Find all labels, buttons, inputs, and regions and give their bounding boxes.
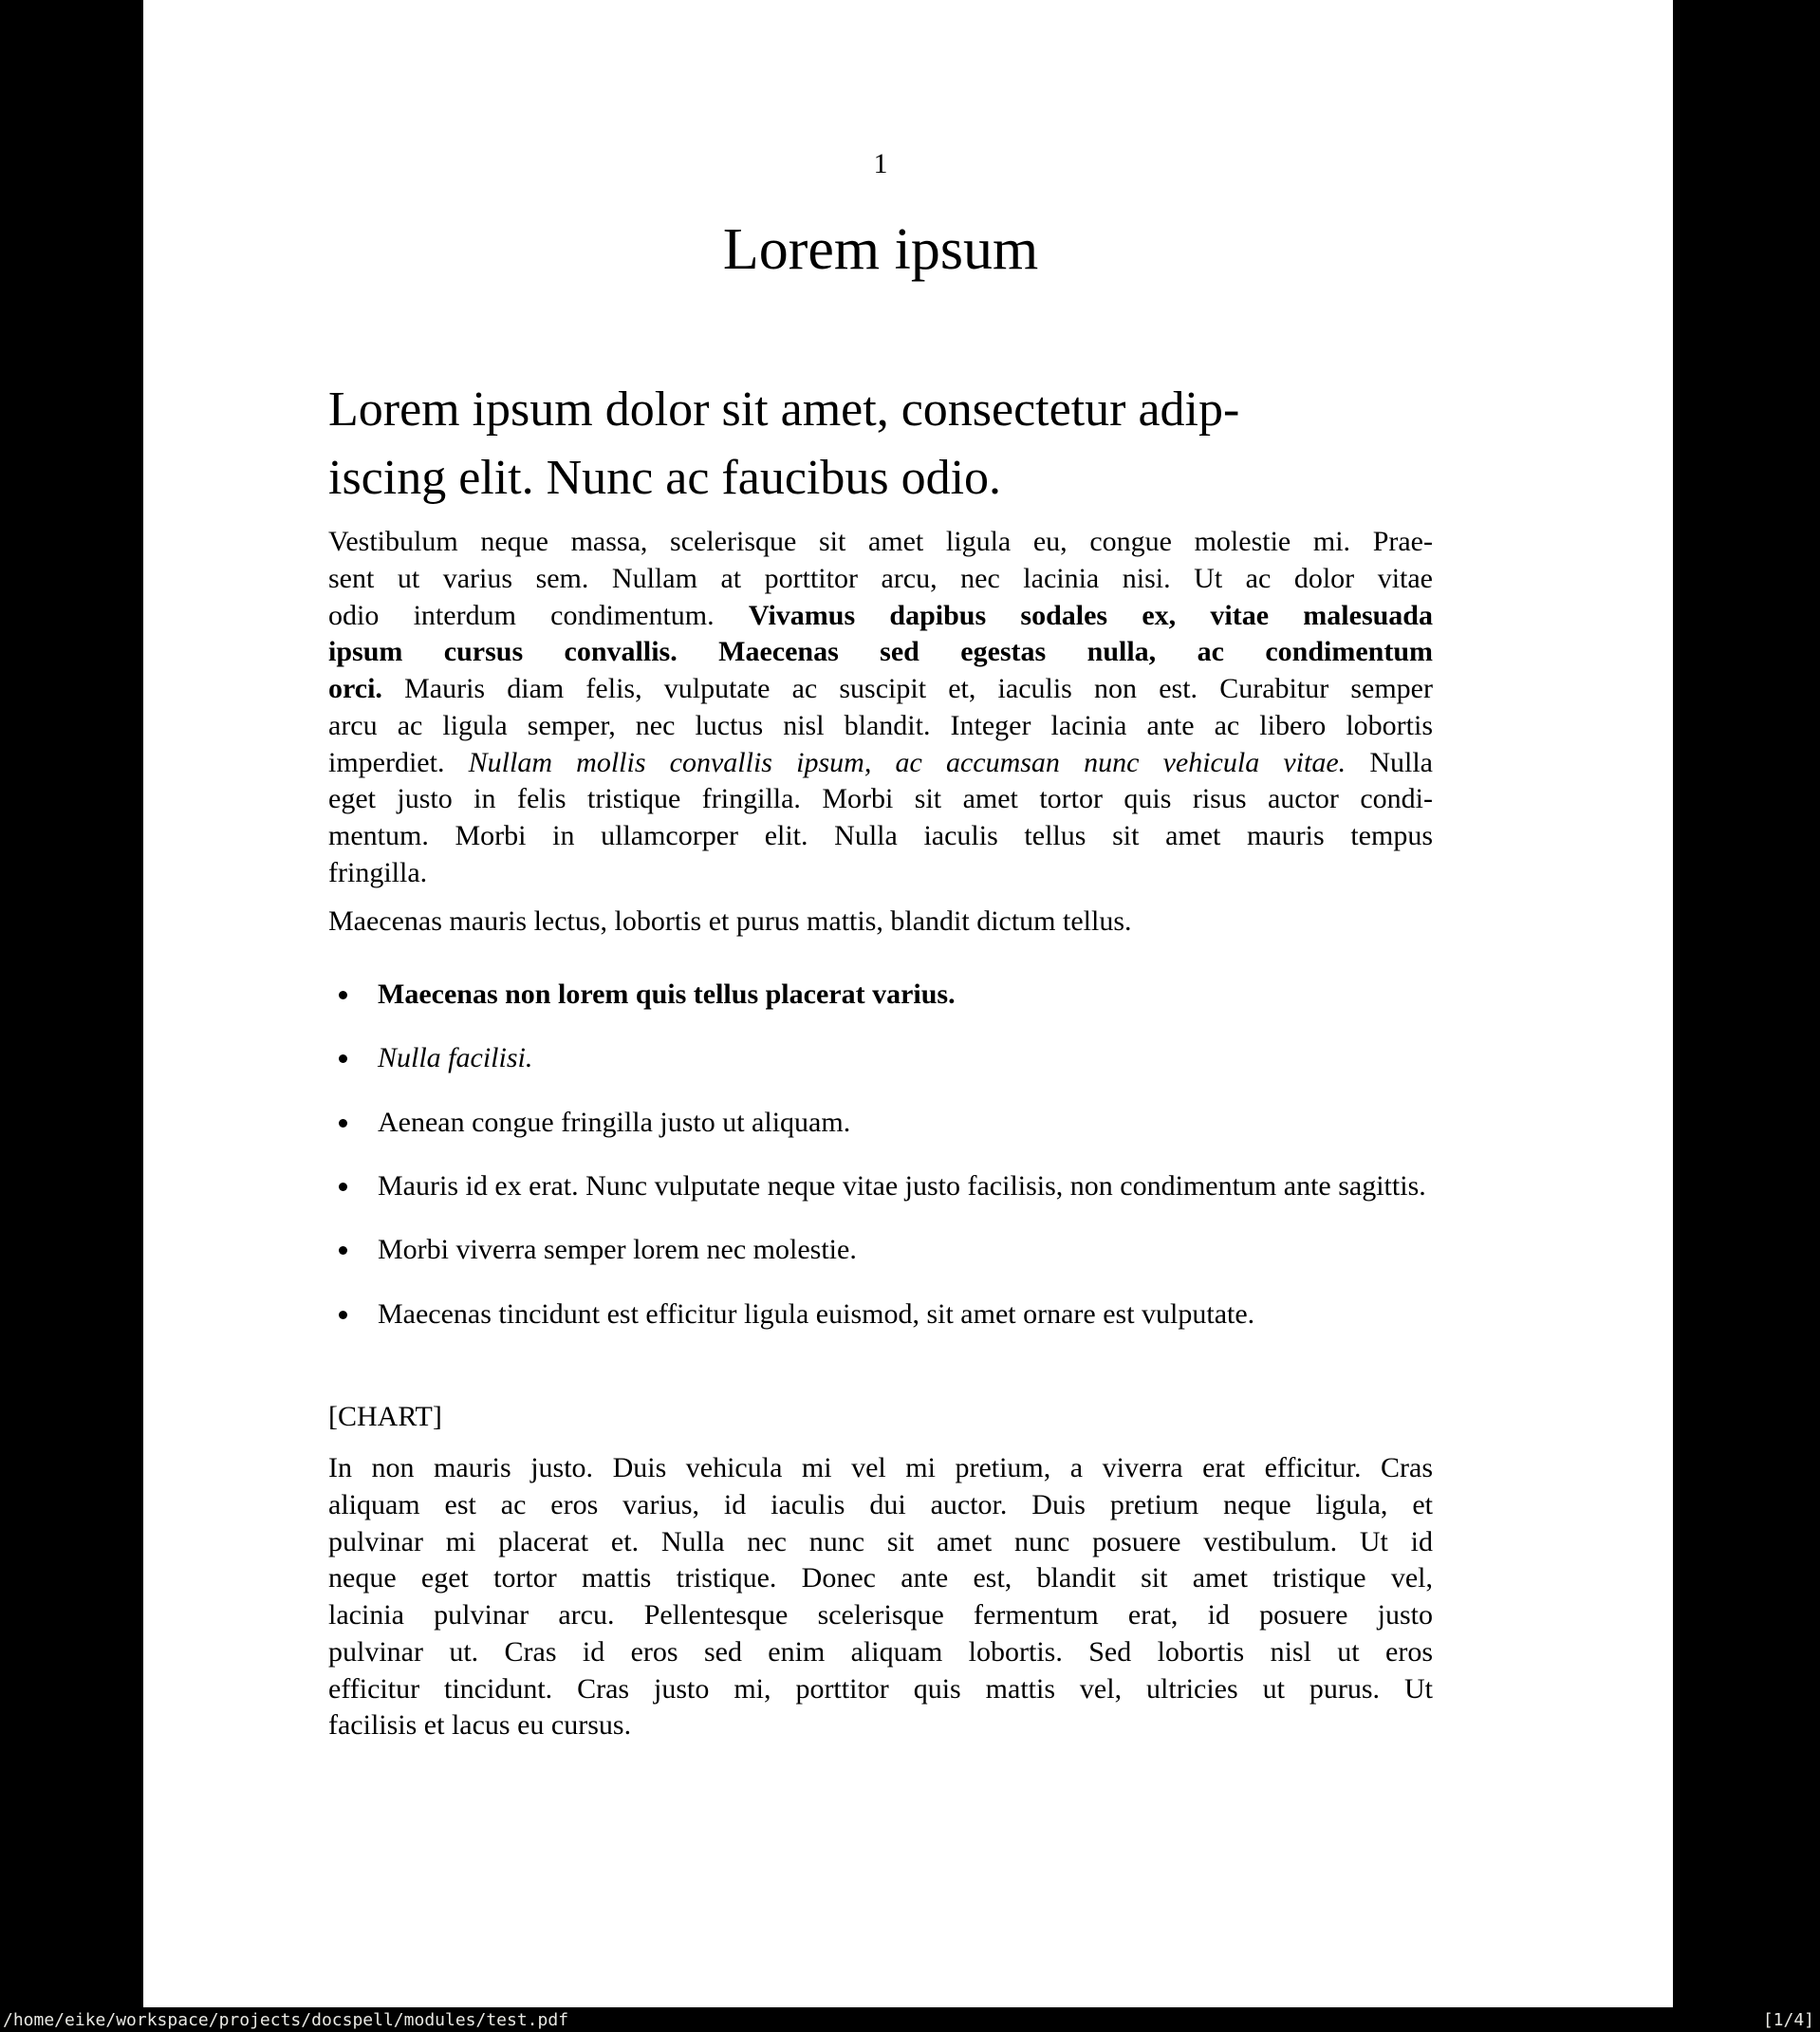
text-line (328, 1560, 1433, 1597)
text-segment: aliquam est ac eros varius, id iaculis dui auctor. Duis pretium neque ligula, et (328, 1488, 1433, 1520)
section-heading (328, 376, 1433, 513)
list-item-text: Aenean congue fringilla justo ut aliquam. (378, 1106, 851, 1138)
text-line (328, 561, 1433, 598)
text-segment: Nulla (1346, 746, 1433, 778)
text-segment: In non mauris justo. Duis vehicula mi vel mi pretium, a viverra erat efficitur. Cras (328, 1452, 1433, 1483)
bullet-icon (339, 1311, 347, 1319)
text-segment: sent ut varius sem. Nullam at porttitor arcu, nec lacinia nisi. Ut ac dolor vitae (328, 562, 1433, 594)
file-path: /home/eike/workspace/projects/docspell/modules/test.pdf (3, 2009, 569, 2030)
text-line (328, 598, 1433, 635)
text-line (328, 855, 1433, 892)
text-line (328, 634, 1433, 671)
text-line (328, 1487, 1433, 1524)
page-indicator: [1/4] (1762, 2009, 1814, 2030)
text-line (328, 708, 1433, 745)
text-segment: imperdiet. (328, 746, 469, 778)
text-segment: mentum. Morbi in ullamcorper elit. Nulla iaculis tellus sit amet mauris tempus (328, 820, 1433, 851)
text-segment: arcu ac ligula semper, nec luctus nisl blandit. Integer lacinia ante ac libero lobortis (328, 709, 1433, 741)
text-segment: pulvinar mi placerat et. Nulla nec nunc sit amet nunc posuere vestibulum. Ut id (328, 1525, 1433, 1557)
list-item (328, 1105, 1433, 1142)
text-segment: fringilla. (328, 856, 428, 888)
text-line (328, 1524, 1433, 1561)
text-line (328, 1671, 1433, 1708)
text-line (328, 376, 1433, 444)
text-line (328, 524, 1433, 561)
text-line (328, 444, 1433, 513)
text-line (328, 745, 1433, 782)
list-item-text: Nulla facilisi. (378, 1042, 533, 1074)
text-segment: Lorem ipsum dolor sit amet, consectetur adip- (328, 382, 1240, 437)
text-segment: Vivamus dapibus sodales ex, vitae malesuada (748, 599, 1433, 631)
document-title: Lorem ipsum (722, 217, 1039, 282)
text-line (328, 781, 1433, 818)
bullet-icon (339, 1183, 347, 1191)
text-segment: ipsum cursus convallis. Maecenas sed egestas nulla, ac condimentum (328, 636, 1433, 668)
text-segment: Nullam mollis convallis ipsum, ac accumsan nunc vehicula vitae. (468, 746, 1346, 778)
list-item-text: Maecenas non lorem quis tellus placerat varius. (378, 979, 956, 1010)
text-segment: orci. (328, 673, 382, 704)
text-segment: odio interdum condimentum. (328, 599, 749, 631)
text-segment: efficitur tincidunt. Cras justo mi, porttitor quis mattis vel, ultricies ut purus. Ut (328, 1672, 1433, 1705)
text-segment: eget justo in felis tristique fringilla. Morbi sit amet tortor quis risus auctor condi- (328, 783, 1433, 815)
list-item (328, 1232, 1433, 1269)
text-line (328, 1597, 1433, 1634)
text-segment: iscing elit. Nunc ac faucibus odio. (328, 451, 1002, 505)
text-segment: lacinia pulvinar arcu. Pellentesque scelerisque fermentum erat, id posuere justo (328, 1599, 1433, 1631)
text-segment: Vestibulum neque massa, scelerisque sit amet ligula eu, congue molestie mi. Prae- (328, 526, 1433, 557)
list-item (328, 1296, 1433, 1333)
list-item-text: Morbi viverra semper lorem nec molestie. (378, 1234, 857, 1266)
text-line (328, 671, 1433, 708)
bullet-icon (339, 991, 347, 999)
text-segment: pulvinar ut. Cras id eros sed enim aliquam lobortis. Sed lobortis nisl ut eros (328, 1635, 1433, 1668)
list-item (328, 1040, 1433, 1077)
paragraph-2: Maecenas mauris lectus, lobortis et purus mattis, blandit dictum tellus. (328, 905, 1132, 937)
text-line (328, 1707, 1433, 1744)
list-item (328, 1168, 1433, 1205)
paragraph-1 (328, 524, 1433, 892)
list-item (328, 977, 1433, 1014)
status-bar (0, 2007, 1820, 2032)
text-line (328, 1634, 1433, 1671)
bullet-icon (339, 1246, 347, 1255)
list-item-text: Mauris id ex erat. Nunc vulputate neque vitae justo facilisis, non condimentum ante sagittis. (378, 1170, 1426, 1202)
text-segment: neque eget tortor mattis tristique. Donec ante est, blandit sit amet tristique vel, (328, 1562, 1433, 1594)
page-number: 1 (873, 148, 888, 179)
pdf-page[interactable] (143, 0, 1673, 2007)
bullet-icon (339, 1054, 347, 1063)
text-line (328, 818, 1433, 855)
bullet-list (328, 977, 1433, 1333)
text-segment: facilisis et lacus eu cursus. (328, 1709, 632, 1742)
paragraph-3 (328, 1450, 1433, 1744)
chart-placeholder: [CHART] (328, 1401, 442, 1432)
text-segment: Mauris diam felis, vulputate ac suscipit et, iaculis non est. Curabitur semper (381, 673, 1433, 704)
bullet-icon (339, 1119, 347, 1128)
list-item-text: Maecenas tincidunt est efficitur ligula euismod, sit amet ornare est vulputate. (378, 1297, 1255, 1330)
text-line (328, 1450, 1433, 1487)
